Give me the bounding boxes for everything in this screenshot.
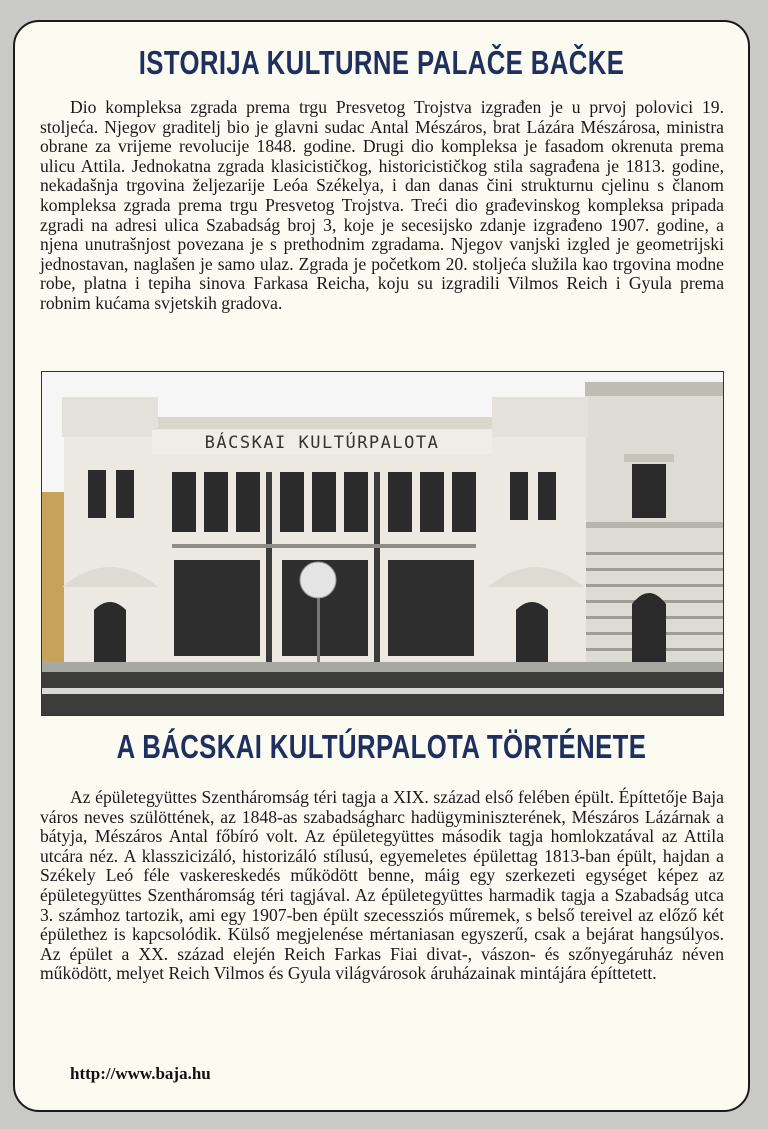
- section1-title: ISTORIJA KULTURNE PALAČE BAČKE: [138, 44, 625, 81]
- section1-body: Dio kompleksa zgrada prema trgu Presvetog Trojstva izgrađen je u prvoj polovici 19. stoljeća. Njegov graditelj bio je glavni sudac Antal Mészáros, brat Lázára Mészárosa, ministra obrane za vrijeme revolucije 1848. godine. Drugi dio kompleksa je fasadom okrenuta prema ulicu Attila. Jednokatna zgrada klasicističkog, historicističkog stila sagrađena je 1813. godine, nekadašnja trgovina željezarije Leóa Székelya, i dan danas čini strukturnu cjelinu s članom kompleksa zgrada prema trgu Presvetog Trojstva. Treći dio građevinskog kompleksa pripada zgradi na adresi ulica Szabadság broj 3, koje je secesijsko zdanje izgrađeno 1907. godine, a njena unutrašnjost povezana je s prethodnim zgradama. Njegov vanjski izgled je geometrijski jednostavan, naglašen je samo ulaz. Zgrada je početkom 20. stoljeća služila kao trgovina modne robe, platna i tepiha sinova Farkasa Reicha, koju su izgradili Vilmos Reich i Gyula prema robnim kućama svjetskih gradova.: [40, 97, 724, 313]
- section2-title: A BÁCSKAI KULTÚRPALOTA TÖRTÉNETE: [116, 728, 647, 765]
- building-photo: [41, 371, 724, 716]
- website-url[interactable]: http://www.baja.hu: [70, 1064, 211, 1083]
- section2-body: Az épületegyüttes Szentháromság téri tagja a XIX. század első felében épült. Építtetője Baja város neves szülöttének, az 1848-as szabadságharc hadügyminiszterének, Mészáros Lázárnak a bátyja, Mészáros Antal főbíró volt. Az épületegyüttes második tagja homlokzatával az Attila utcára néz. A klasszicizáló, historizáló stílusú, egyemeletes épülettag 1813-ban épült, hajdan a Székely Leó féle vaskereskedés működött benne, máig egy szerkezeti egységet képez az épületegyüttes Szentháromság téri tagjával. Az épületegyüttes harmadik tagja a Szabadság utca 3. számhoz tartozik, ami egy 1907-ben épült szecessziós műremek, s belső tereivel az előző két épülethez is kapcsolódik. Külső megjelenése mértaniasan egyszerű, csak a bejárat hangsúlyos. Az épület a XX. század elején Reich Farkas Fiai divat-, vászon- és szőnyegáruház néven működött, melyet Reich Vilmos és Gyula világvárosok áruházainak mintájára építtetett.: [40, 787, 724, 984]
- sign-text: BÁCSKAI KULTÚRPALOTA: [204, 433, 440, 453]
- info-card: [13, 20, 750, 1112]
